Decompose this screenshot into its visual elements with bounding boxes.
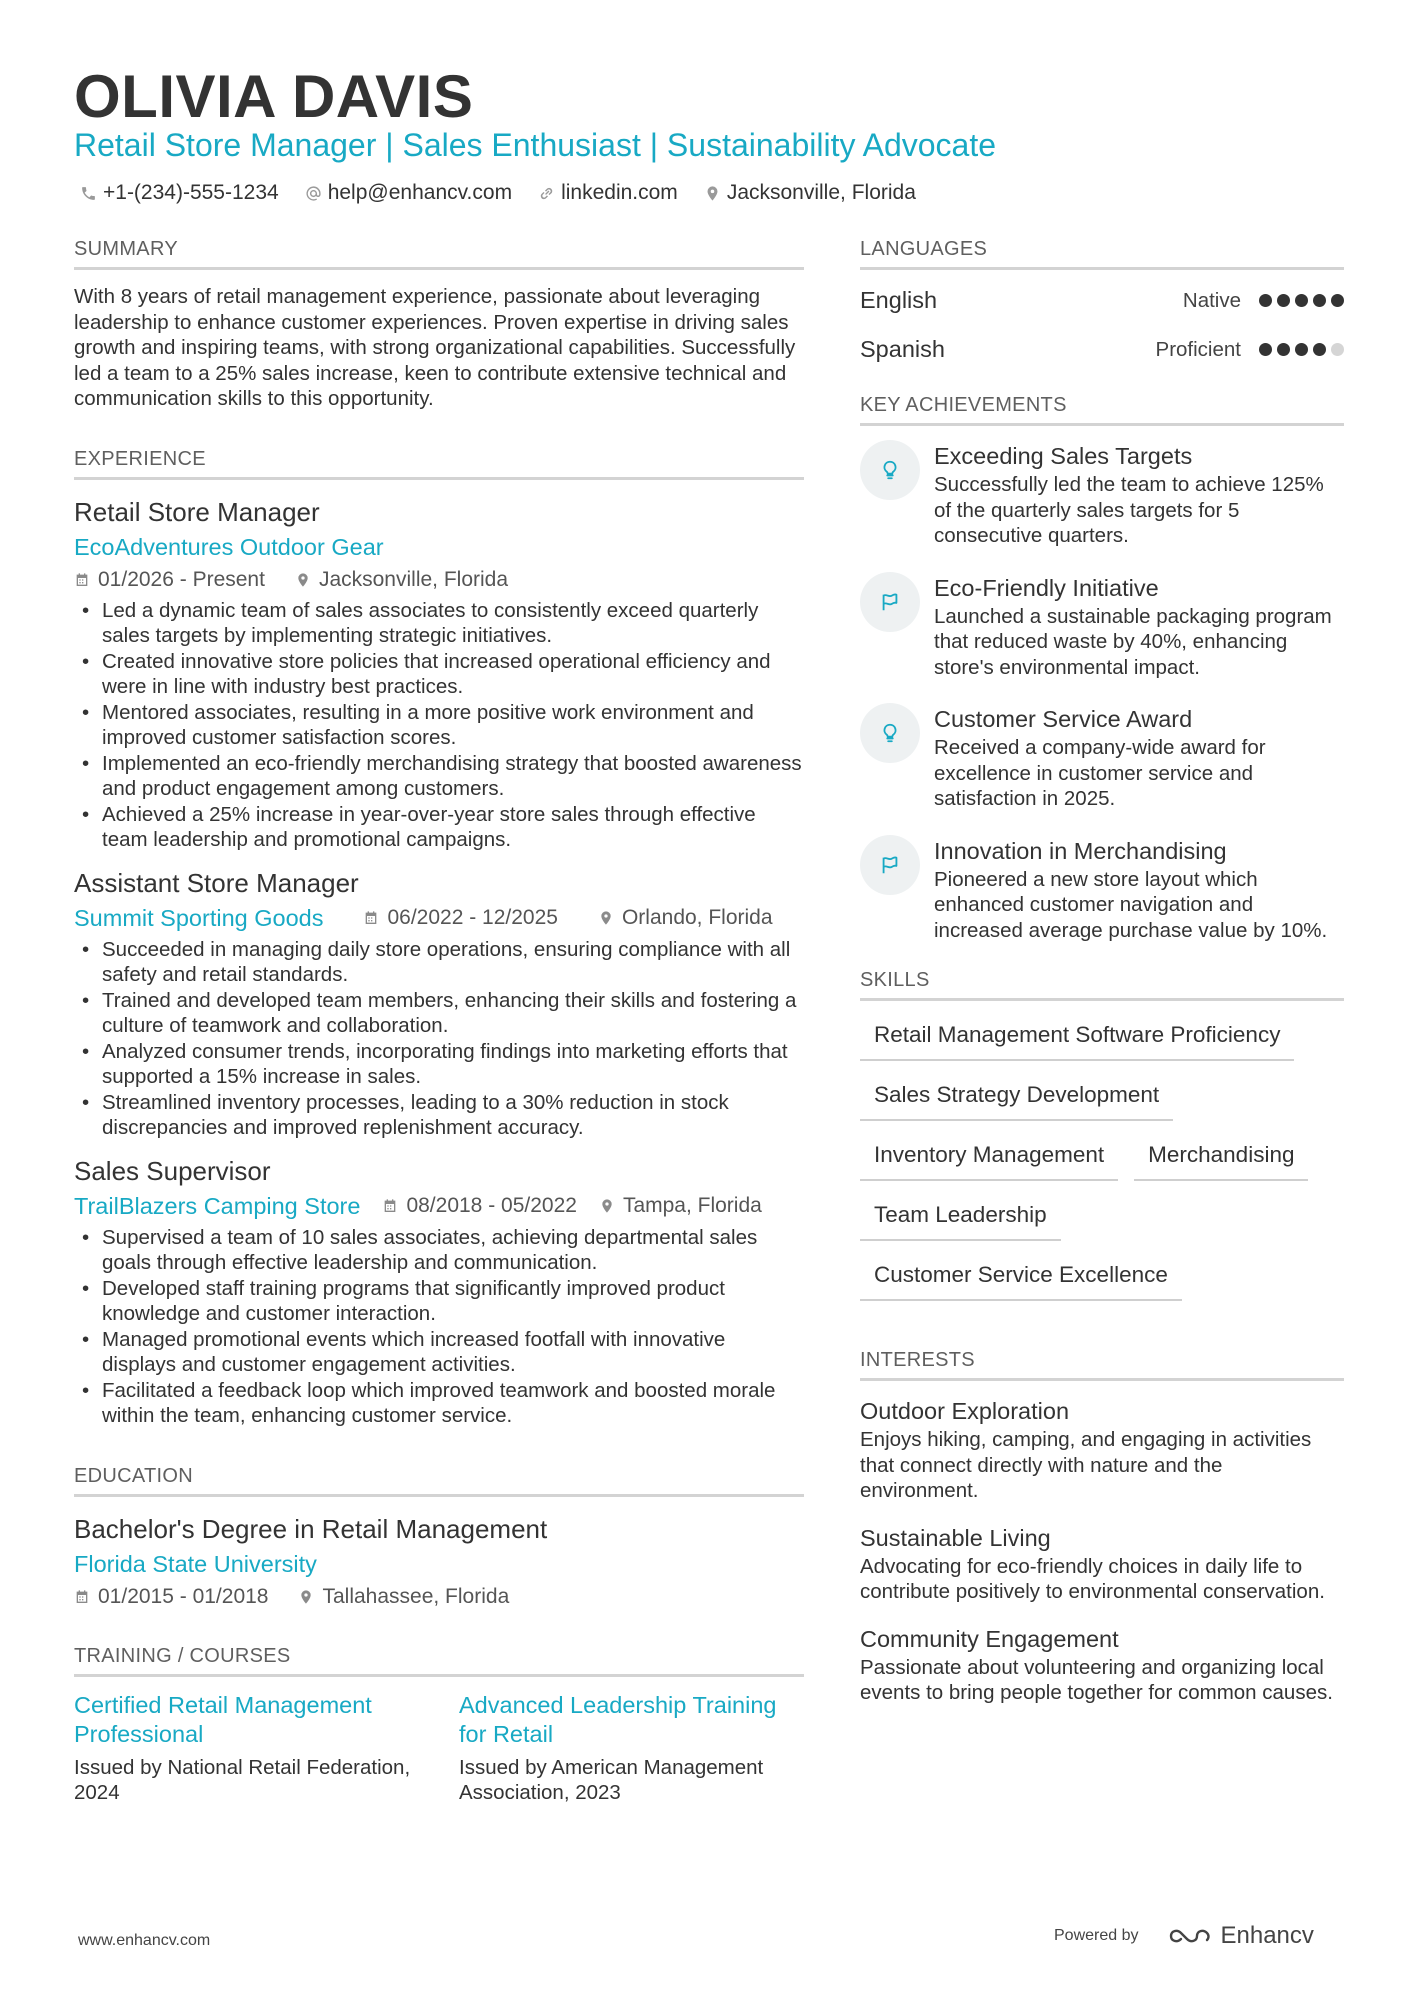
interest-title: Sustainable Living: [860, 1524, 1051, 1551]
experience-heading: EXPERIENCE: [74, 446, 804, 480]
achievement-item: [860, 572, 1344, 681]
interests-section: [860, 1347, 1344, 1706]
rating-dot-filled: [1295, 294, 1308, 307]
language-name: English: [860, 287, 938, 313]
achievement-desc: Received a company-wide award for excellence in customer service and satisfaction in 2025.: [934, 736, 1266, 810]
achievement-desc: Successfully led the team to achieve 125% of the quarterly sales targets for 5 consecutive quarters.: [934, 473, 1324, 547]
contact-linkedin[interactable]: [538, 178, 678, 208]
training-heading: TRAINING / COURSES: [74, 1643, 804, 1677]
achievement-desc: Launched a sustainable packaging program that reduced waste by 40%, enhancing store's environmental impact.: [934, 604, 1332, 679]
training-item: [459, 1691, 804, 1806]
summary-text: With 8 years of retail management experience, passionate about leveraging leadership to enhance customer experiences. Proven expertise in driving sales growth and inspiring teams, with strong organizational capabilities. Successfully led a team to a 25% sales increase, keen to contribute extensive technical and communication skills to this opportunity.: [74, 285, 796, 410]
language-row: [860, 325, 1344, 374]
achievement-title: Eco-Friendly Initiative: [934, 574, 1159, 601]
contact-location: [704, 178, 916, 208]
powered-by-label: Powered by: [1054, 1927, 1139, 1944]
skills-section: [860, 967, 1344, 1301]
skill-tag: Retail Management Software Proficiency: [860, 1021, 1294, 1061]
skills-list: [860, 1021, 1344, 1301]
language-proficiency: [1183, 289, 1344, 313]
rating-dot-filled: [1313, 294, 1326, 307]
skills-heading: SKILLS: [860, 967, 1344, 1001]
calendar-icon: [363, 910, 379, 926]
brand-name: Enhancv: [1220, 1922, 1314, 1949]
location-pin-icon: [599, 1198, 615, 1214]
rating-dot-filled: [1277, 294, 1290, 307]
rating-dots: [1259, 343, 1344, 356]
achievement-icon-badge: [860, 835, 920, 895]
calendar-icon: [382, 1198, 398, 1214]
lightbulb-icon: [879, 459, 901, 481]
achievements-heading: KEY ACHIEVEMENTS: [860, 392, 1344, 426]
bullet: • Streamlined inventory processes, leading to a 30% reduction in stock discrepancies and improved replenishment accuracy.: [74, 1090, 804, 1141]
languages-section: [860, 236, 1344, 374]
job-title: Sales Supervisor: [74, 1155, 271, 1186]
language-level: Native: [1182, 288, 1241, 312]
interest-desc: Passionate about volunteering and organizing local events to bring people together for common causes.: [860, 1655, 1333, 1704]
linkedin-text: linkedin.com: [561, 181, 678, 204]
rating-dot-empty: [1331, 343, 1344, 356]
job-location-text: Orlando, Florida: [621, 905, 773, 929]
company-name: Summit Sporting Goods: [74, 904, 324, 931]
footer-branding: [1054, 1922, 1314, 1950]
location-pin-icon: [704, 185, 721, 202]
education-heading: EDUCATION: [74, 1463, 804, 1497]
achievement-item: [860, 835, 1344, 944]
job-location-text: Tampa, Florida: [622, 1193, 762, 1217]
job-dates-text: 01/2026 - Present: [98, 567, 265, 591]
company-name: EcoAdventures Outdoor Gear: [74, 533, 384, 560]
contact-bar: [80, 178, 916, 208]
skill-tag: Merchandising: [1134, 1141, 1308, 1181]
job-entry: [74, 1153, 804, 1429]
job-dates: [74, 564, 265, 596]
bullet: • Succeeded in managing daily store operations, ensuring compliance with all safety and retail standards.: [74, 937, 804, 988]
calendar-icon: [74, 1589, 90, 1605]
interest-item: [860, 1395, 1344, 1504]
job-entry: [74, 494, 804, 853]
education-dates-text: 01/2015 - 01/2018: [98, 1584, 269, 1608]
candidate-name: OLIVIA DAVIS: [74, 63, 474, 130]
location-pin-icon: [598, 910, 614, 926]
experience-section: [74, 446, 804, 1429]
interest-desc: Enjoys hiking, camping, and engaging in activities that connect directly with nature and the environment.: [860, 1428, 1312, 1502]
job-title: Retail Store Manager: [74, 496, 320, 527]
education-dates: [74, 1581, 268, 1613]
contact-phone[interactable]: [80, 178, 279, 208]
rating-dot-filled: [1259, 343, 1272, 356]
bullet: • Facilitated a feedback loop which improved teamwork and boosted morale within the team, enhancing customer service.: [74, 1378, 804, 1429]
interest-item: [860, 1522, 1344, 1605]
job-location: [598, 902, 773, 934]
training-title: Advanced Leadership Training for Retail: [459, 1691, 777, 1747]
job-dates: [382, 1190, 576, 1222]
skill-tag: Sales Strategy Development: [860, 1081, 1173, 1121]
interests-heading: INTERESTS: [860, 1347, 1344, 1381]
achievements-section: [860, 392, 1344, 943]
lightbulb-icon: [879, 722, 901, 744]
rating-dot-filled: [1313, 343, 1326, 356]
bullet: • Developed staff training programs that significantly improved product knowledge and customer interaction.: [74, 1276, 804, 1327]
left-column: [74, 236, 804, 1806]
achievement-item: [860, 440, 1344, 549]
rating-dot-filled: [1259, 294, 1272, 307]
job-entry: [74, 865, 804, 1141]
job-title: Assistant Store Manager: [74, 867, 359, 898]
achievement-title: Innovation in Merchandising: [934, 837, 1227, 864]
bullet: • Supervised a team of 10 sales associates, achieving departmental sales goals through effective leadership and communication.: [74, 1225, 804, 1276]
contact-email[interactable]: [305, 178, 512, 208]
languages-heading: LANGUAGES: [860, 236, 1344, 270]
interest-title: Outdoor Exploration: [860, 1398, 1070, 1424]
rating-dots: [1259, 294, 1344, 307]
training-title: Certified Retail Management Professional: [74, 1691, 372, 1747]
bullet: • Trained and developed team members, enhancing their skills and fostering a culture of teamwork and collaboration.: [74, 988, 804, 1039]
achievement-title: Exceeding Sales Targets: [934, 443, 1193, 469]
job-bullets: [74, 937, 804, 1141]
enhancv-logo-icon: [1167, 1923, 1213, 1949]
achievement-body: [934, 440, 1344, 549]
education-location: [298, 1581, 509, 1613]
location-pin-icon: [295, 572, 311, 588]
training-list: [74, 1691, 804, 1806]
language-proficiency: [1156, 338, 1344, 362]
language-name: Spanish: [860, 336, 945, 362]
headline: Retail Store Manager | Sales Enthusiast | Sustainability Advocate: [74, 127, 997, 163]
job-company-row: [74, 1189, 804, 1223]
location-pin-icon: [298, 1589, 314, 1605]
company-name: TrailBlazers Camping Store: [74, 1192, 361, 1219]
bullet: • Mentored associates, resulting in a more positive work environment and improved customer satisfaction scores.: [74, 700, 804, 751]
training-desc: Issued by National Retail Federation, 2024: [74, 1755, 411, 1804]
achievement-icon-badge: [860, 440, 920, 500]
achievement-body: [934, 703, 1344, 812]
bullet: • Achieved a 25% increase in year-over-year store sales through effective team leadership and promotional campaigns.: [74, 802, 804, 853]
interest-desc: Advocating for eco-friendly choices in daily life to contribute positively to environmental conservation.: [860, 1554, 1325, 1603]
bullet: • Created innovative store policies that increased operational efficiency and were in line with industry best practices.: [74, 649, 804, 700]
link-icon: [538, 185, 555, 202]
job-meta: [74, 564, 804, 596]
degree-title: Bachelor's Degree in Retail Management: [74, 1513, 548, 1544]
language-level: Proficient: [1155, 337, 1241, 361]
phone-icon: [80, 185, 97, 202]
job-dates-text: 06/2022 - 12/2025: [387, 905, 558, 929]
achievement-desc: Pioneered a new store layout which enhanced customer navigation and increased average purchase value by 10%.: [934, 867, 1328, 942]
education-section: [74, 1463, 804, 1613]
achievement-body: [934, 835, 1344, 944]
education-location-text: Tallahassee, Florida: [322, 1584, 510, 1608]
flag-icon: [879, 854, 901, 876]
language-row: [860, 276, 1344, 325]
job-location: [599, 1190, 762, 1222]
right-column: [860, 236, 1344, 1724]
bullet: • Led a dynamic team of sales associates to consistently exceed quarterly sales targets by implementing strategic initiatives.: [74, 598, 804, 649]
training-desc: Issued by American Management Association, 2023: [459, 1755, 764, 1804]
brand-logo[interactable]: [1167, 1922, 1314, 1950]
rating-dot-filled: [1295, 343, 1308, 356]
achievement-icon-badge: [860, 572, 920, 632]
training-section: [74, 1643, 804, 1806]
summary-section: [74, 236, 804, 412]
job-dates-text: 08/2018 - 05/2022: [406, 1193, 577, 1217]
job-location-text: Jacksonville, Florida: [318, 567, 509, 591]
training-item: [74, 1691, 419, 1806]
bullet: • Managed promotional events which increased footfall with innovative displays and customer engagement activities.: [74, 1327, 804, 1378]
job-bullets: [74, 598, 804, 853]
location-text: Jacksonville, Florida: [726, 181, 916, 204]
job-dates: [363, 902, 557, 934]
job-company-row: [74, 901, 804, 935]
achievement-item: [860, 703, 1344, 812]
flag-icon: [879, 591, 901, 613]
rating-dot-filled: [1331, 294, 1344, 307]
rating-dot-filled: [1277, 343, 1290, 356]
summary-heading: SUMMARY: [74, 236, 804, 270]
phone-text: +1-(234)-555-1234: [103, 181, 279, 204]
job-location: [295, 564, 508, 596]
achievement-icon-badge: [860, 703, 920, 763]
skill-tag: Team Leadership: [860, 1201, 1061, 1241]
school-name: Florida State University: [74, 1550, 317, 1577]
achievement-title: Customer Service Award: [934, 706, 1193, 732]
bullet: • Analyzed consumer trends, incorporating findings into marketing efforts that supported a 15% increase in sales.: [74, 1039, 804, 1090]
interest-item: [860, 1623, 1344, 1706]
skill-tag: Inventory Management: [860, 1141, 1118, 1181]
calendar-icon: [74, 572, 90, 588]
email-text: help@enhancv.com: [327, 181, 513, 204]
job-bullets: [74, 1225, 804, 1429]
education-meta: [74, 1581, 804, 1613]
achievement-body: [934, 572, 1344, 681]
footer-website[interactable]: www.enhancv.com: [78, 1932, 211, 1949]
skill-tag: Customer Service Excellence: [860, 1261, 1182, 1301]
interest-title: Community Engagement: [860, 1625, 1119, 1652]
at-icon: [305, 185, 322, 202]
bullet: • Implemented an eco-friendly merchandising strategy that boosted awareness and product engagement among customers.: [74, 751, 804, 802]
